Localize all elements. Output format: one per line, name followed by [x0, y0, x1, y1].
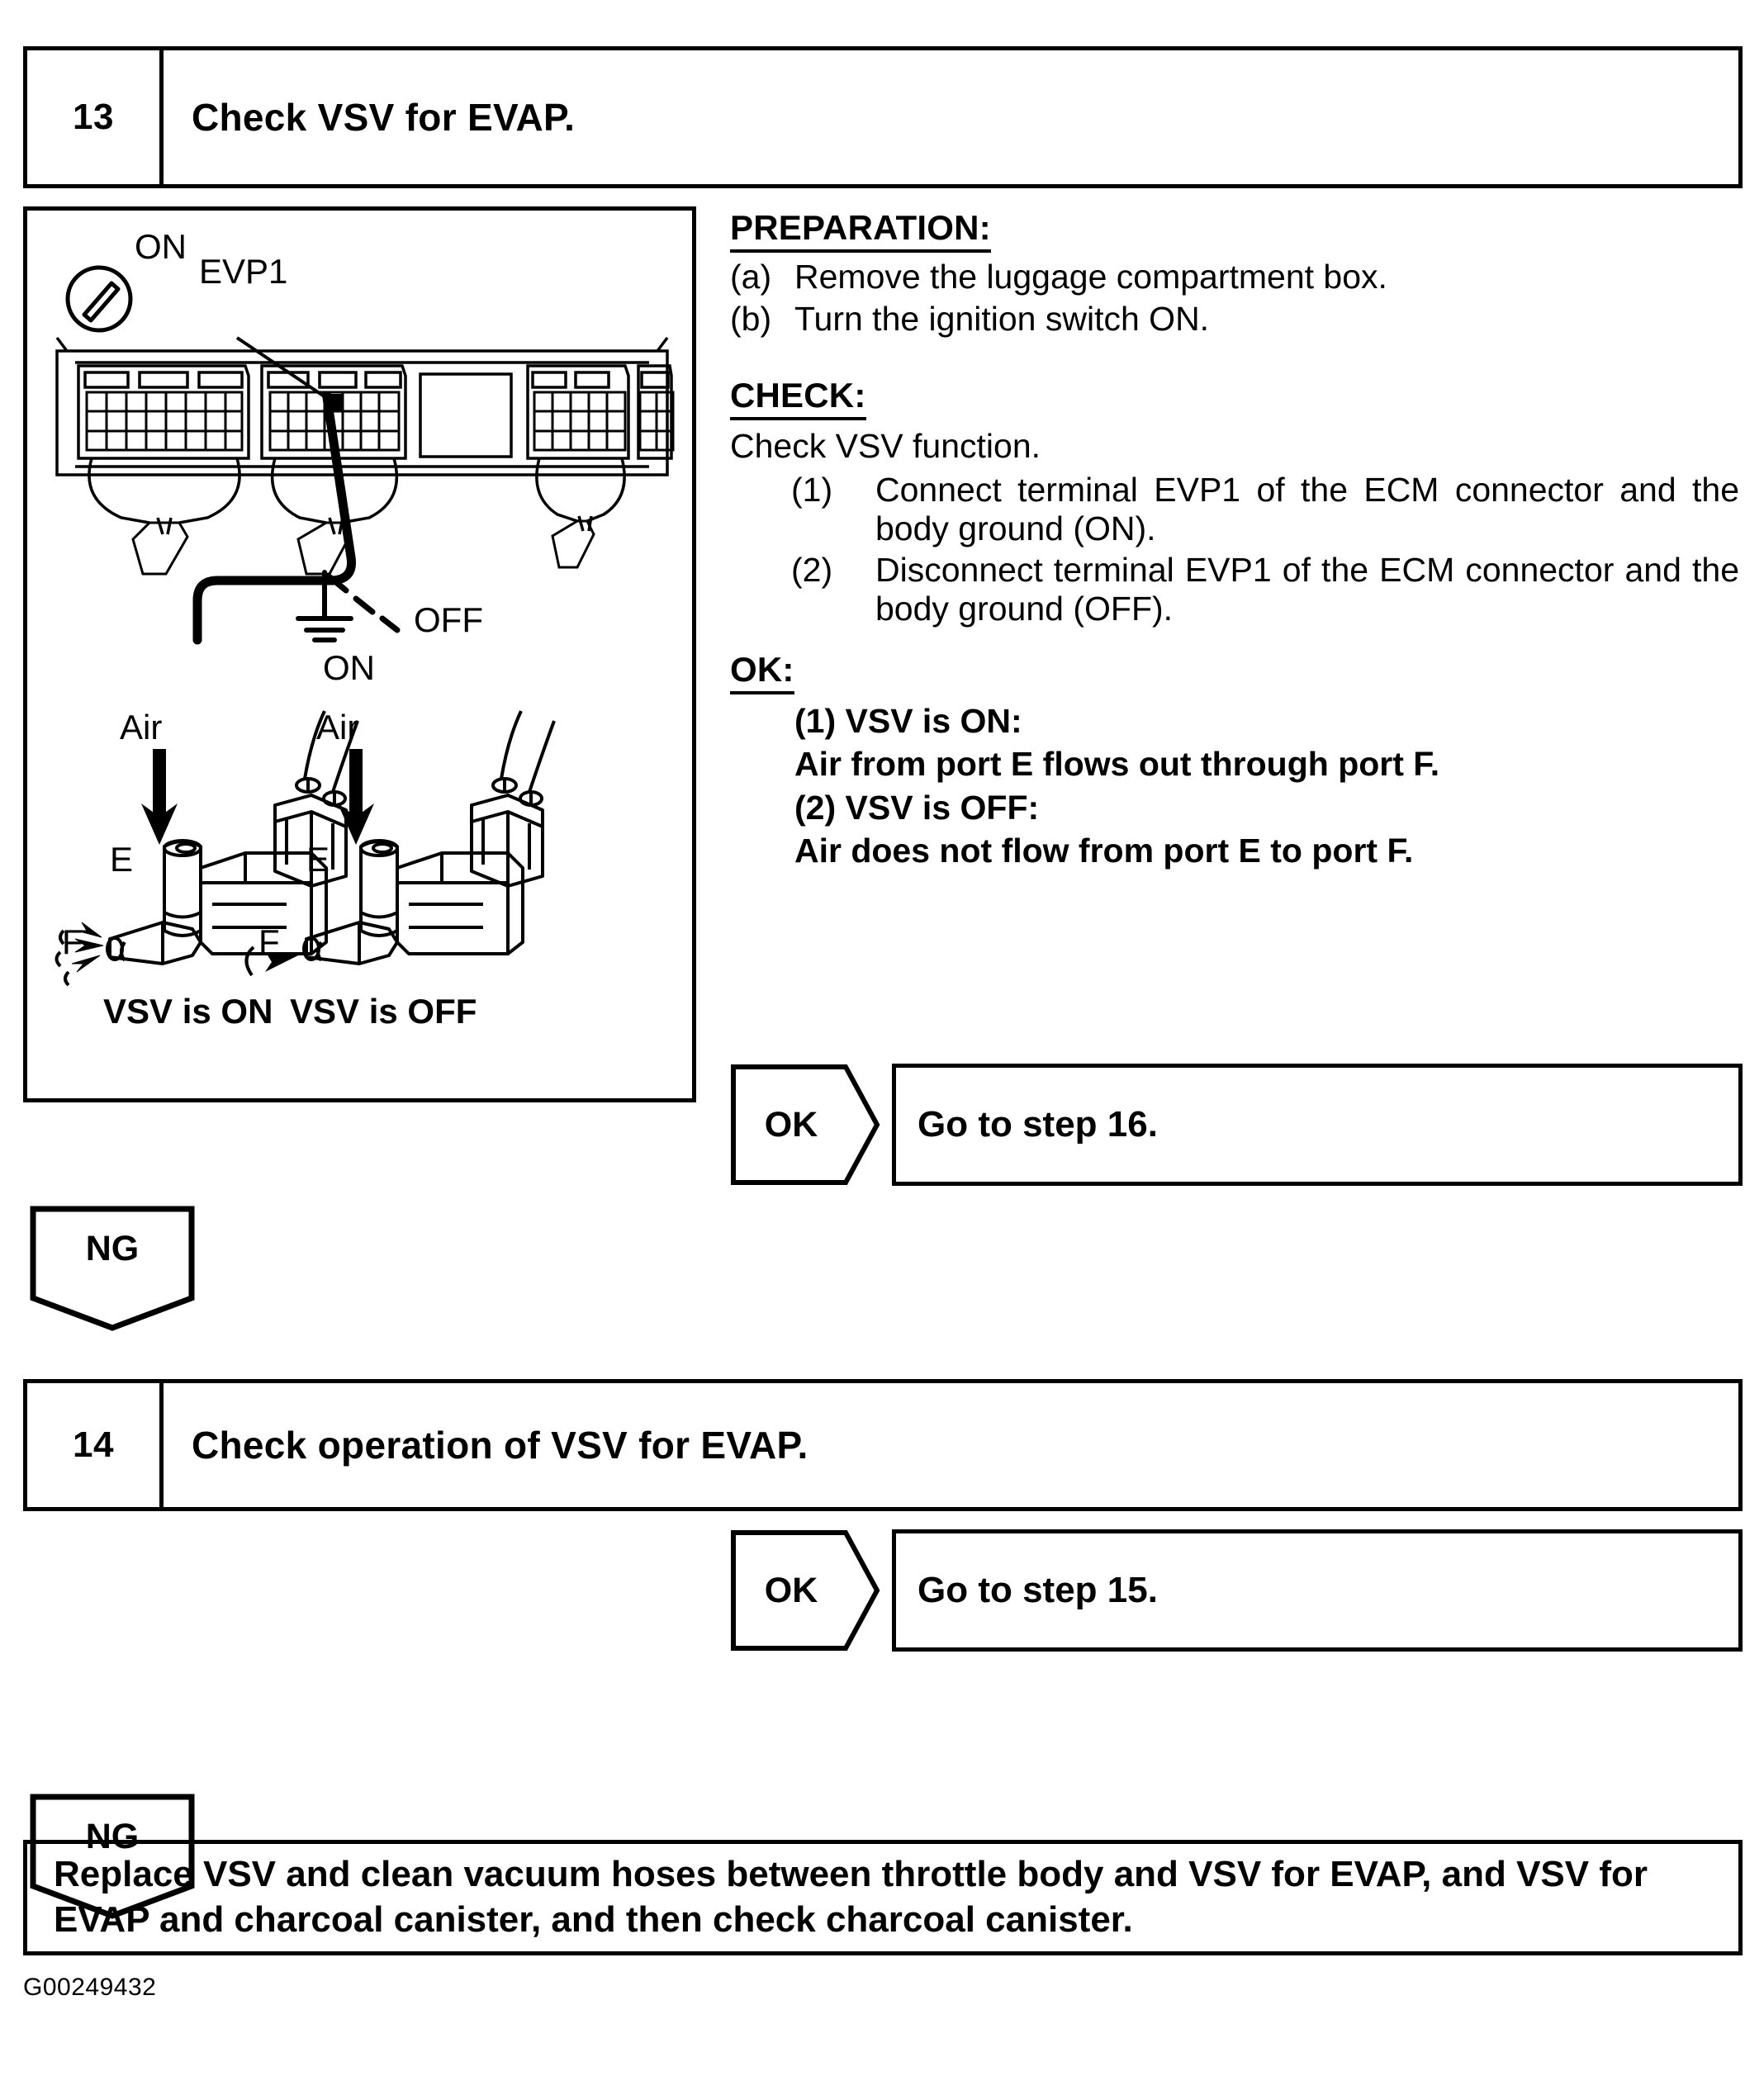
ignition-on-label: ON: [135, 227, 187, 266]
check-item: [791, 471, 1739, 547]
step-14-ok-branch: [730, 1529, 1743, 1652]
ignition-switch-icon: [62, 262, 136, 336]
preparation-item: [730, 300, 1739, 339]
instruction-column: [730, 208, 1739, 873]
step-13-ok-label: OK: [764, 1104, 818, 1145]
check-item-text: Connect terminal EVP1 of the ECM connector and the body ground (ON).: [875, 470, 1739, 547]
preparation-item-marker: (a): [730, 257, 772, 296]
step-14-ok-marker: [730, 1529, 880, 1652]
step-13-ok-target[interactable]: Go to step 16.: [892, 1064, 1743, 1186]
ok-criteria-list: [730, 699, 1739, 873]
vsv-on-port-f-label: F: [62, 922, 83, 961]
air-arrow-off: [338, 749, 374, 845]
step-13-number: 13: [27, 50, 164, 184]
vsv-off-illustration: [235, 706, 562, 987]
vsv-on-port-e-label: E: [110, 840, 134, 879]
step-13-ok-branch: [730, 1064, 1743, 1186]
ok-criteria-line: Air from port E flows out through port F.: [794, 745, 1440, 784]
check-item-marker: (2): [791, 551, 833, 590]
figure-id: G00249432: [23, 1974, 157, 2001]
ok-criteria-heading: OK:: [730, 650, 794, 694]
step-14-ok-label: OK: [764, 1570, 818, 1610]
step-13-ng-label: NG: [85, 1229, 140, 1268]
ok-criteria-line: (1) VSV is ON:: [794, 701, 1022, 740]
ok-criteria-line: Air does not flow from port E to port F.: [794, 832, 1414, 870]
step-13-header: [23, 46, 1743, 188]
vsv-off-air-label: Air: [316, 708, 359, 747]
step-14-number: 14: [27, 1383, 164, 1507]
evp1-terminal-label: EVP1: [199, 252, 288, 291]
ground-switch-off-label: OFF: [414, 600, 483, 639]
preparation-item-marker: (b): [730, 299, 772, 338]
step-14-ng-label: NG: [85, 1817, 140, 1856]
conclusion-box: [23, 1840, 1743, 1955]
check-item: [791, 551, 1739, 628]
preparation-heading: PREPARATION:: [730, 208, 991, 253]
vsv-on-caption: VSV is ON: [103, 992, 273, 1031]
check-item-marker: (1): [791, 470, 833, 509]
step-13-ng-marker: [30, 1206, 195, 1331]
step-13-title: Check VSV for EVAP.: [192, 96, 576, 139]
step-14-title: Check operation of VSV for EVAP.: [192, 1424, 808, 1467]
air-arrow-on: [141, 749, 178, 845]
vsv-off-port-e-label: E: [306, 840, 330, 879]
check-heading: CHECK:: [730, 376, 866, 420]
preparation-item-text: Turn the ignition switch ON.: [794, 299, 1210, 338]
step-14-ok-target[interactable]: Go to step 15.: [892, 1529, 1743, 1652]
conclusion-text: Replace VSV and clean vacuum hoses between throttle body and VSV for EVAP, and VSV for EVAP and charcoal canister, and then check charcoal canister.: [54, 1854, 1648, 1940]
ok-criteria-line: (2) VSV is OFF:: [794, 788, 1040, 827]
preparation-item-text: Remove the luggage compartment box.: [794, 257, 1387, 296]
illustration-panel: [23, 206, 696, 1102]
check-lead-text: Check VSV function.: [730, 427, 1041, 466]
ground-switch-on-label: ON: [323, 648, 375, 687]
vsv-on-air-label: Air: [120, 708, 163, 747]
check-item-text: Disconnect terminal EVP1 of the ECM connector and the body ground (OFF).: [875, 551, 1739, 628]
vsv-off-port-f-label: F: [258, 922, 280, 961]
step-14-header: [23, 1379, 1743, 1511]
preparation-item: [730, 258, 1739, 296]
vsv-off-caption: VSV is OFF: [290, 992, 477, 1031]
step-13-ok-marker: [730, 1064, 880, 1186]
